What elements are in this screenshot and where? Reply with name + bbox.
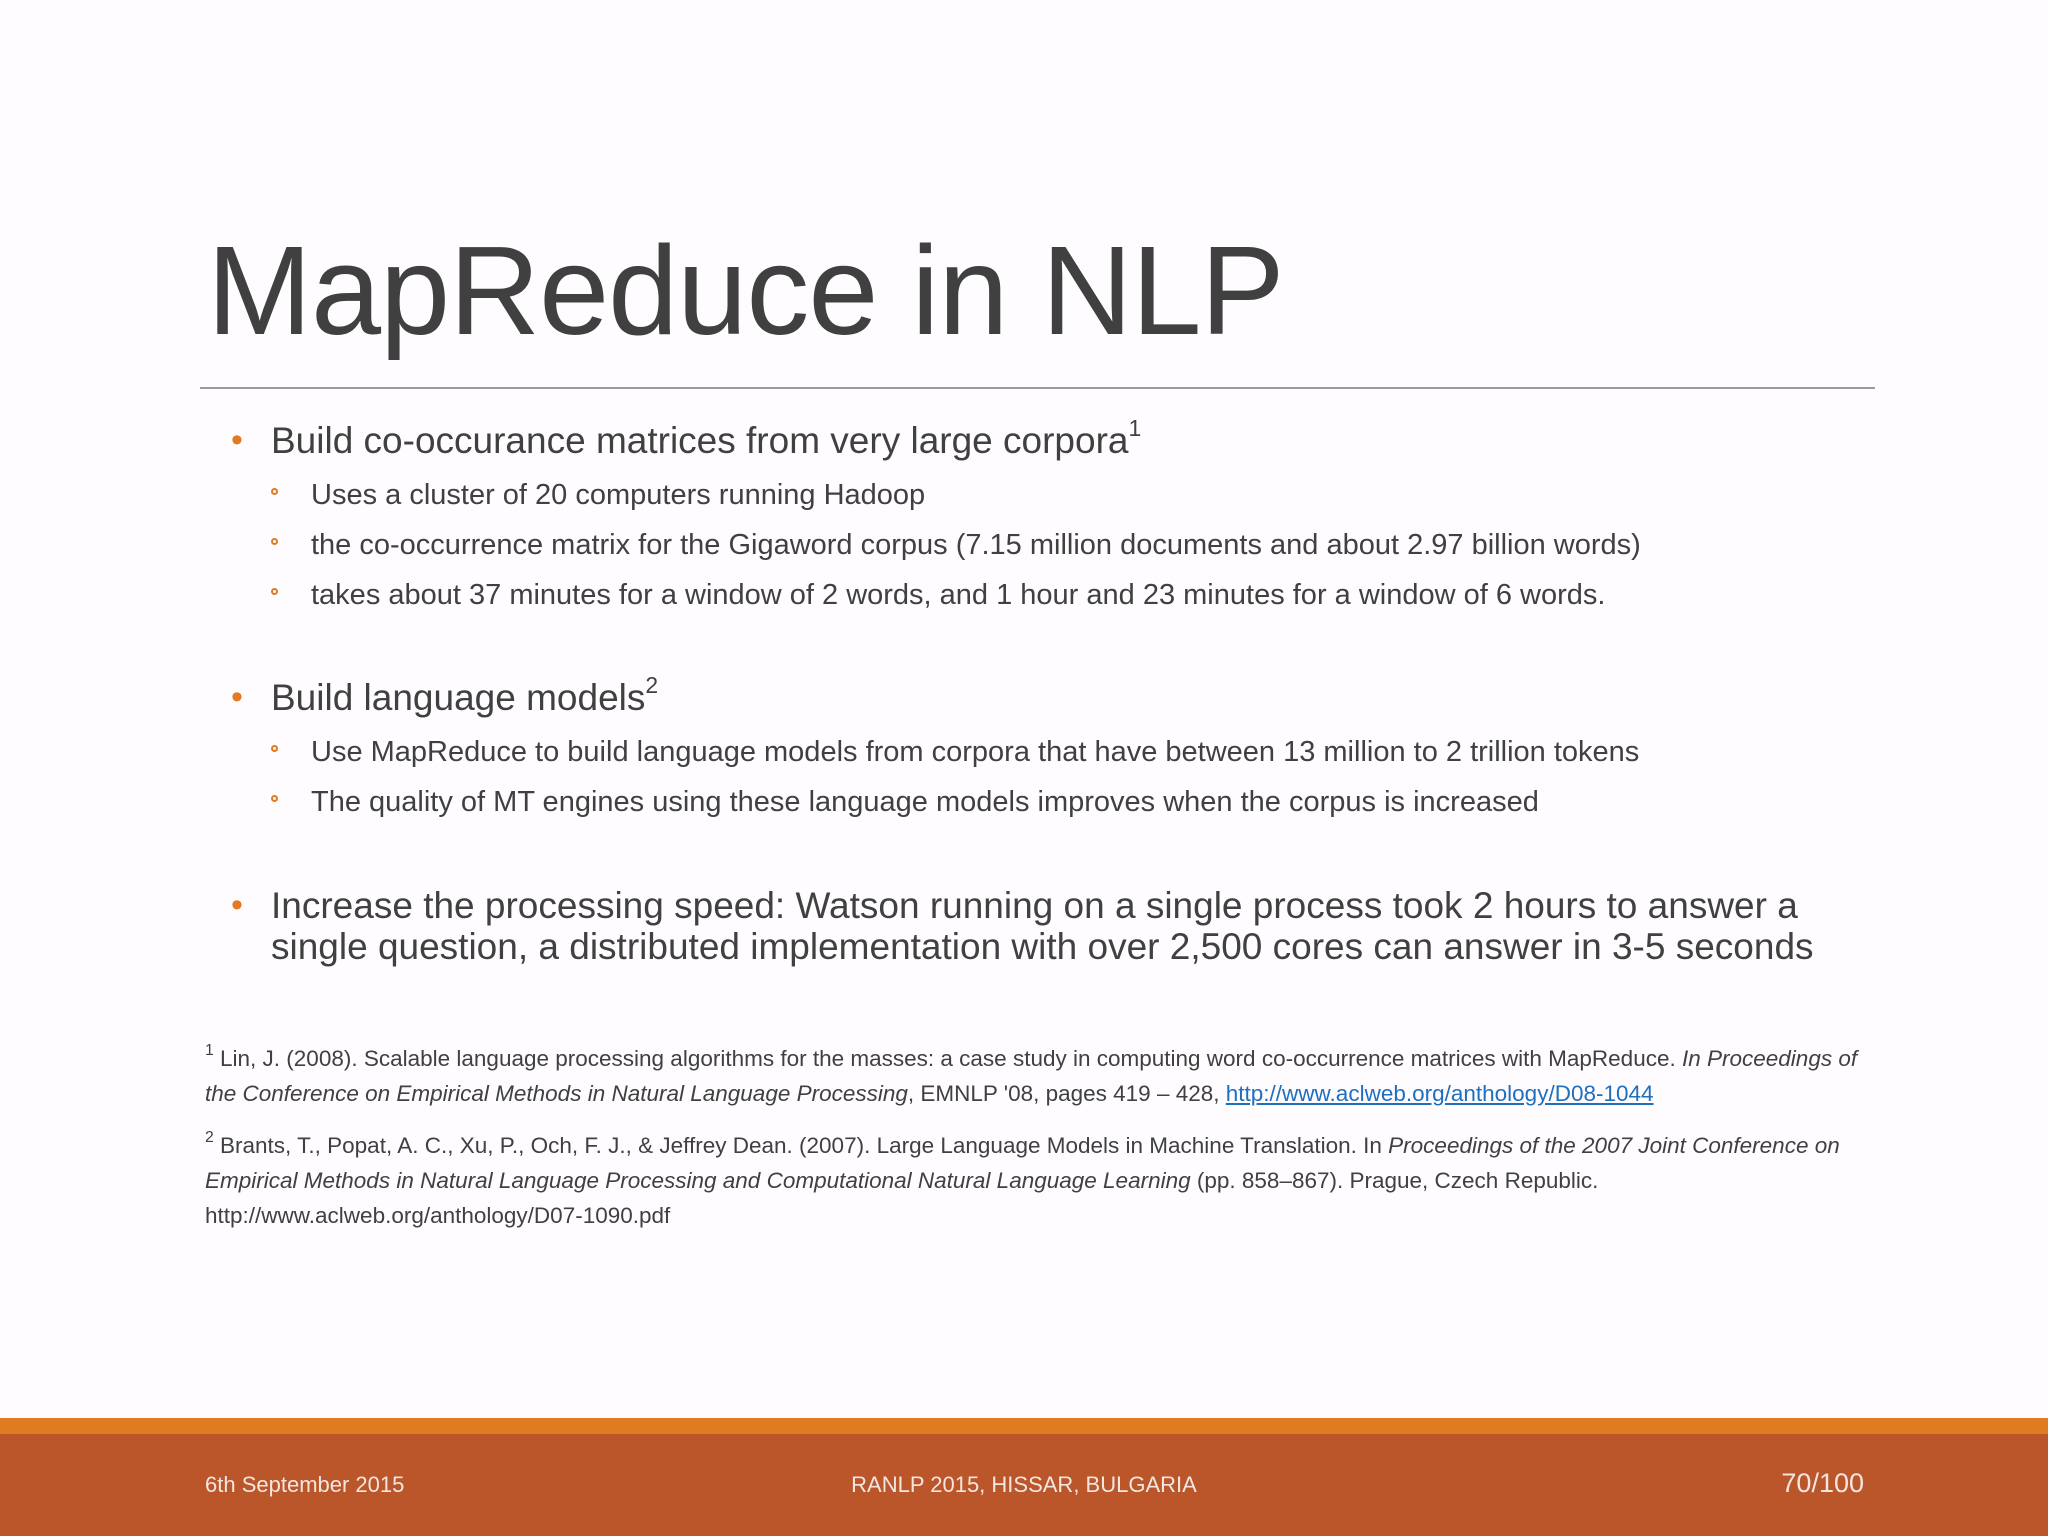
footnote-text: Lin, J. (2008). Scalable language processing algorithms for the masses: a case study in computing word co-occurrence matrices with MapReduce. (213, 1046, 1682, 1071)
footnote-number: 2 (205, 1129, 214, 1147)
footnote-number: 1 (205, 1042, 214, 1060)
bullet-text: Build co-occurance matrices from very large corpora (271, 420, 1129, 461)
sub-bullet-item (311, 785, 1911, 819)
footnote-italic: Proceedings of the 2007 Joint Conference on Empirical Methods in Natural Language Processing and Computational Natural Language Learning (205, 1133, 1840, 1193)
sub-bullet-text: the co-occurrence matrix for the Gigaword corpus (7.15 million documents and about 2.97 billion words) (311, 529, 1641, 561)
footer-date: 6th September 2015 (205, 1472, 405, 1497)
footnote-marker: 2 (645, 672, 659, 699)
bullet-dot-icon: • (231, 678, 243, 716)
bullet-dot-icon: • (231, 886, 243, 924)
sub-bullet-ring-icon (271, 745, 278, 752)
title-divider (200, 387, 1875, 389)
sub-bullet-text: Uses a cluster of 20 computers running Hadoop (311, 479, 926, 511)
footnote-2 (205, 1128, 1875, 1233)
bullet-text: Build language models (271, 677, 646, 718)
bullet-item (231, 415, 1891, 461)
footnote-italic: In Proceedings of the Conference on Empirical Methods in Natural Language Processing (205, 1046, 1858, 1106)
slide-title: MapReduce in NLP (207, 220, 1284, 361)
slide-number: 70/100 (1781, 1468, 1864, 1498)
sub-bullet-ring-icon (271, 538, 278, 545)
bullet-dot-icon: • (231, 421, 243, 459)
footer-bar (0, 1434, 2048, 1536)
footnote-text: , EMNLP '08, pages 419 – 428, (907, 1081, 1226, 1106)
sub-bullet-text: The quality of MT engines using these language models improves when the corpus is increased (311, 786, 1539, 818)
sub-bullet-ring-icon (271, 588, 278, 595)
footnote-text: Brants, T., Popat, A. C., Xu, P., Och, F. J., & Jeffrey Dean. (2007). Large Language Models in Machine Translation. In (213, 1133, 1389, 1158)
footnote-1 (205, 1041, 1875, 1111)
footer-venue: RANLP 2015, HISSAR, BULGARIA (851, 1472, 1197, 1497)
bullet-text: Increase the processing speed: Watson running on a single process took 2 hours to answer a single question, a distributed implementation with over 2,500 cores can answer in 3-5 seconds (271, 885, 1814, 967)
sub-bullet-item (311, 478, 1911, 512)
sub-bullet-item (311, 528, 1911, 562)
bullet-item (231, 672, 1891, 718)
sub-bullet-ring-icon (271, 488, 278, 495)
sub-bullet-text: Use MapReduce to build language models from corpora that have between 13 million to 2 trillion tokens (311, 736, 1640, 768)
footer-accent-bar (0, 1418, 2048, 1434)
sub-bullet-ring-icon (271, 795, 278, 802)
sub-bullet-item (311, 578, 1911, 612)
bullet-item (231, 885, 1891, 967)
reference-link[interactable]: http://www.aclweb.org/anthology/D08-1044 (1225, 1081, 1654, 1106)
sub-bullet-item (311, 735, 1911, 769)
sub-bullet-text: takes about 37 minutes for a window of 2 words, and 1 hour and 23 minutes for a window of 6 words. (311, 579, 1606, 611)
footnote-text: (pp. 858–867). Prague, Czech Republic. http://www.aclweb.org/anthology/D07-1090.pdf (205, 1168, 1599, 1228)
footnote-marker: 1 (1128, 415, 1142, 442)
